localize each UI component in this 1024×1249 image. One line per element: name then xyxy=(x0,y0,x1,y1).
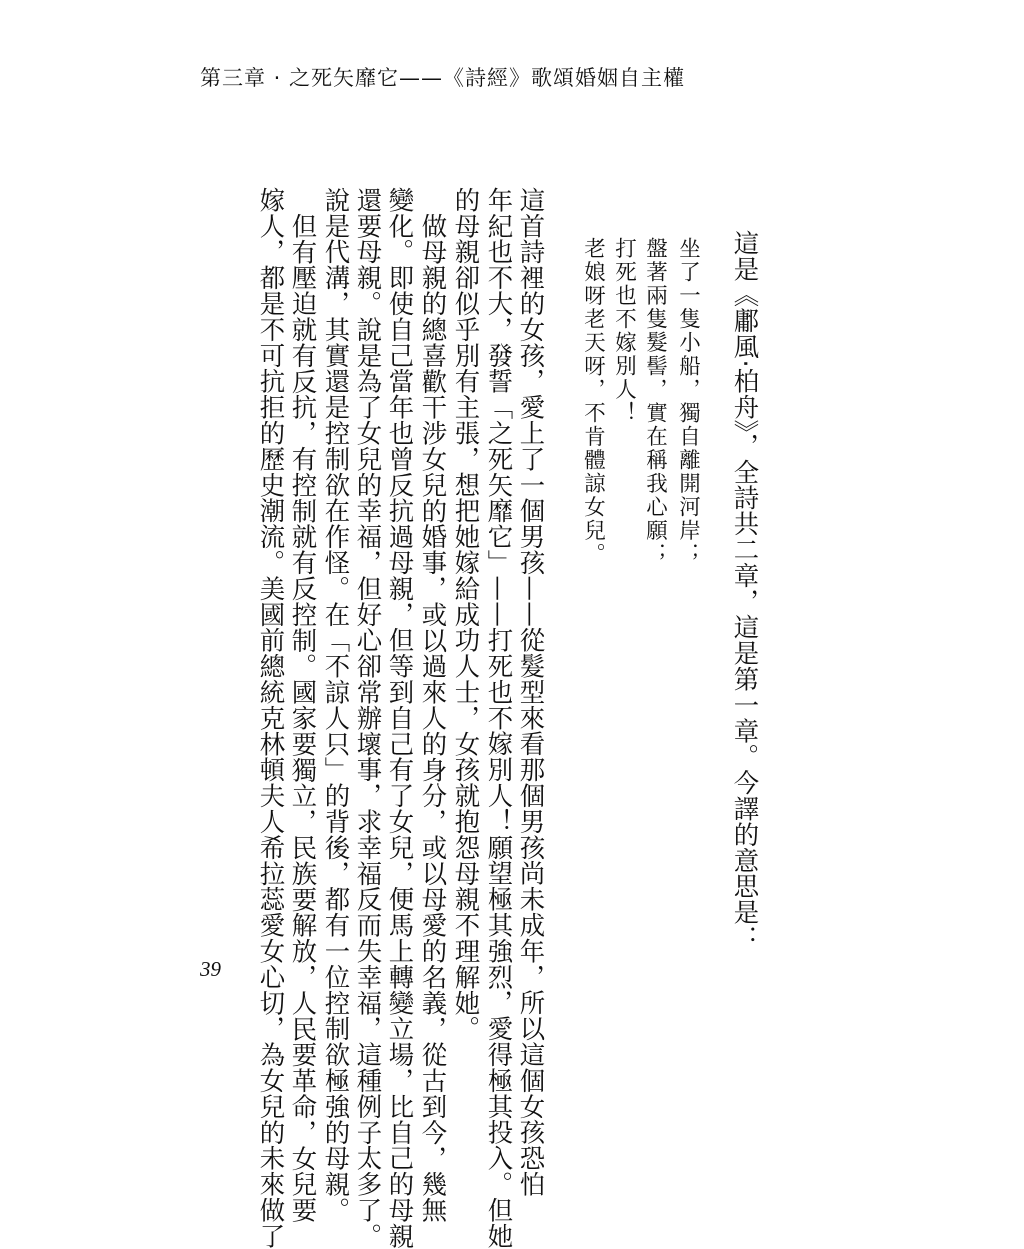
body-text-line: 但有壓迫就有反抗，有控制就有反控制。國家要獨立，民族要解放，人民要革命，女兒要 xyxy=(288,213,319,1224)
poem-line-3: 打死也不嫁別人！ xyxy=(611,237,637,425)
poem-line-1: 坐了一隻小船，獨自離開河岸； xyxy=(675,237,701,566)
poem-line-4: 老娘呀老天呀，不肯體諒女兒。 xyxy=(580,237,606,566)
body-text-line: 做母親的總喜歡干涉女兒的婚事，或以過來人的身分，或以母愛的名義，從古到今，幾無 xyxy=(418,213,449,1224)
intro-paragraph-line: 這是《鄘風‧柏舟》，全詩共二章，這是第一章。今譯的意思是： xyxy=(730,230,761,952)
body-text-line: 說是代溝，其實還是控制欲在作怪。在「不諒人只」的背後，都有一位控制欲極強的母親。 xyxy=(321,187,352,1223)
poem-line-2: 盤著兩隻髮髻，實在稱我心願； xyxy=(642,237,668,566)
body-text-line: 的母親卻似乎別有主張，想把她嫁給成功人士，女孩就抱怨母親不理解她。 xyxy=(451,187,482,1042)
body-text-line: 這首詩裡的女孩，愛上了一個男孩——從髮型來看那個男孩尚未成年，所以這個女孩恐怕 xyxy=(516,187,547,1198)
body-text-line: 嫁人，都是不可抗拒的歷史潮流。美國前總統克林頓夫人希拉蕊愛女心切，為女兒的未來做了 xyxy=(256,187,287,1249)
body-text-line: 還要母親。說是為了女兒的幸福，但好心卻常辦壞事，求幸福反而失幸福，這種例子太多了。 xyxy=(353,187,384,1249)
running-head: 第三章 · 之死矢靡它——《詩經》歌頌婚姻自主權 xyxy=(200,66,686,90)
page-number: 39 xyxy=(200,957,221,981)
body-text-line: 年紀也不大，發誓「之死矢靡它」——打死也不嫁別人！願望極其強烈，愛得極其投入。但她 xyxy=(484,187,515,1249)
body-text-line: 變化。即使自己當年也曾反抗過母親，但等到自己有了女兒，便馬上轉變立場，比自己的母親 xyxy=(385,187,416,1249)
